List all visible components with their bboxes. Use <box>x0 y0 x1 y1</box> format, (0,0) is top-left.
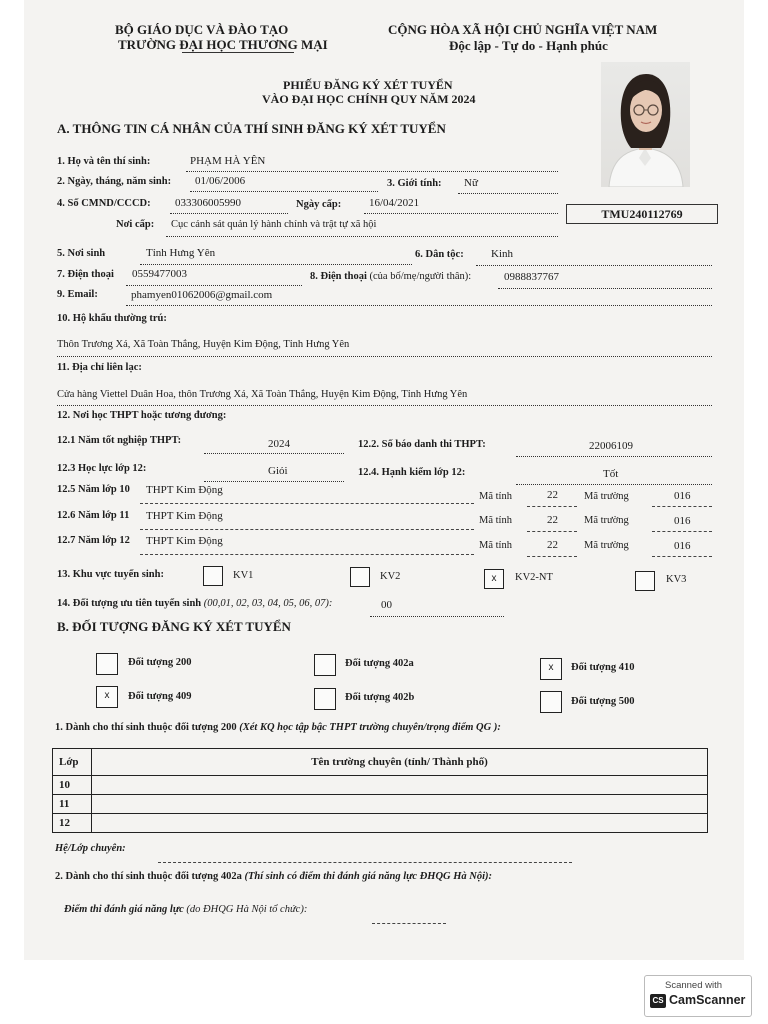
option-409-checkbox[interactable]: x <box>96 686 118 708</box>
grad-year-value: 2024 <box>268 438 290 450</box>
q1-label: 1. Dành cho thí sinh thuộc đối tượng 200 <box>55 722 237 733</box>
ethnic-value: Kinh <box>491 248 513 260</box>
option-402a-label: Đối tượng 402a <box>345 658 414 669</box>
residence-value: Thôn Trương Xá, Xã Toàn Thắng, Huyện Kim Động, Tỉnh Hưng Yên <box>57 339 350 350</box>
table-row-school[interactable] <box>92 795 708 814</box>
phone-label: 7. Điện thoại <box>57 269 114 280</box>
table-row-class: 11 <box>53 795 92 814</box>
year-school-line <box>140 554 474 555</box>
exam-no-line <box>516 456 712 457</box>
school-code-line <box>652 556 712 557</box>
gender-label: 3. Giới tính: <box>387 178 442 189</box>
residence-line <box>57 356 712 357</box>
year-school: THPT Kim Động <box>146 484 223 496</box>
section-b-title: B. ĐỐI TƯỢNG ĐĂNG KÝ XÉT TUYỂN <box>57 619 291 634</box>
birthplace-value: Tỉnh Hưng Yên <box>146 247 216 259</box>
school-label: 12. Nơi học THPT hoặc tương đương: <box>57 410 227 421</box>
form-title: PHIẾU ĐĂNG KÝ XÉT TUYỂN <box>283 78 453 92</box>
q2-score-line <box>372 923 446 924</box>
area-kv3-checkbox[interactable] <box>635 571 655 591</box>
contact-line <box>57 405 712 406</box>
province-line <box>527 506 577 507</box>
table-head-school: Tên trường chuyên (tỉnh/ Thành phố) <box>92 749 708 776</box>
option-200-checkbox[interactable] <box>96 653 118 675</box>
year-label: 12.7 Năm lớp 12 <box>57 535 130 546</box>
residence-label: 10. Hộ khẩu thường trú: <box>57 313 167 324</box>
birthplace-line <box>140 264 412 265</box>
exam-no-label: 12.2. Số báo danh thi THPT: <box>358 439 486 450</box>
province-line <box>527 556 577 557</box>
year-label: 12.6 Năm lớp 11 <box>57 510 130 521</box>
table-row <box>53 814 708 833</box>
id-label: 4. Số CMND/CCCD: <box>57 198 151 209</box>
conduct-value: Tốt <box>603 468 619 480</box>
year-label: 12.5 Năm lớp 10 <box>57 484 130 495</box>
province-label: Mã tỉnh <box>479 491 512 502</box>
issue-date-value: 16/04/2021 <box>369 197 420 209</box>
parent-phone-label-group <box>310 271 471 282</box>
grad-year-line <box>204 453 344 454</box>
school-code-value: 016 <box>674 515 691 527</box>
year-school-line <box>140 529 474 530</box>
exam-no-value: 22006109 <box>589 440 633 452</box>
table-row <box>53 776 708 795</box>
q1-heading <box>55 722 501 733</box>
contact-label: 11. Địa chỉ liên lạc: <box>57 362 142 373</box>
university-name: TRƯỜNG ĐẠI HỌC THƯƠNG MẠI <box>118 37 328 52</box>
area-kv2nt-checkbox[interactable]: x <box>484 569 504 589</box>
area-kv2-label: KV2 <box>380 571 401 582</box>
option-500-checkbox[interactable] <box>540 691 562 713</box>
ministry-name: BỘ GIÁO DỤC VÀ ĐÀO TẠO <box>115 22 289 37</box>
school-code-value: 016 <box>674 490 691 502</box>
table-row-school[interactable] <box>92 814 708 833</box>
birthplace-label: 5. Nơi sinh <box>57 248 106 259</box>
contact-value: Cửa hàng Viettel Duân Hoa, thôn Trương Xá, Xã Toàn Thắng, Huyện Kim Động, Tỉnh Hưng Yên <box>57 389 468 400</box>
applicant-photo <box>601 62 690 187</box>
table-header-row <box>53 749 708 776</box>
area-kv1-checkbox[interactable] <box>203 566 223 586</box>
school-code-line <box>652 531 712 532</box>
area-kv2-checkbox[interactable] <box>350 567 370 587</box>
q2-heading <box>55 871 492 882</box>
table-row <box>53 795 708 814</box>
q2-score-note: (do ĐHQG Hà Nội tổ chức): <box>186 904 308 915</box>
conduct-label: 12.4. Hạnh kiểm lớp 12: <box>358 467 466 478</box>
camscanner-badge <box>644 975 752 1017</box>
priority-value: 00 <box>381 599 392 611</box>
section-a-title: A. THÔNG TIN CÁ NHÂN CỦA THÍ SINH ĐĂNG KÝ XÉT TUYỂN <box>57 121 446 136</box>
year-school-line <box>140 503 474 504</box>
parent-phone-value: 0988837767 <box>504 271 559 283</box>
scanner-line1: Scanned with <box>665 980 723 991</box>
priority-label-group <box>57 598 332 609</box>
province-label: Mã tỉnh <box>479 515 512 526</box>
option-402b-checkbox[interactable] <box>314 688 336 710</box>
republic-name: CỘNG HÒA XÃ HỘI CHỦ NGHĨA VIỆT NAM <box>388 22 658 37</box>
q2-score-heading <box>64 904 307 915</box>
name-value: PHẠM HÀ YÊN <box>190 155 266 167</box>
option-500-label: Đối tượng 500 <box>571 696 635 707</box>
specialized-school-table <box>52 748 708 833</box>
ethnic-label: 6. Dân tộc: <box>415 249 464 260</box>
area-kv2nt-label: KV2-NT <box>515 572 553 583</box>
academic-line <box>204 481 344 482</box>
issue-place-value: Cục cảnh sát quản lý hành chính và trật tự xã hội <box>171 219 377 230</box>
priority-note: (00,01, 02, 03, 04, 05, 06, 07): <box>203 598 333 609</box>
table-head-class: Lớp <box>53 749 92 776</box>
option-410-label: Đối tượng 410 <box>571 662 635 673</box>
table-row-school[interactable] <box>92 776 708 795</box>
option-402b-label: Đối tượng 402b <box>345 692 415 703</box>
province-value: 22 <box>547 514 558 526</box>
phone-value: 0559477003 <box>132 268 187 280</box>
phone-line <box>126 285 302 286</box>
academic-label: 12.3 Học lực lớp 12: <box>57 463 147 474</box>
area-kv3-label: KV3 <box>666 574 687 585</box>
school-code-label: Mã trường <box>584 515 629 526</box>
scanner-brand: CamScanner <box>669 993 746 1007</box>
q2-score-label: Điểm thi đánh giá năng lực <box>64 904 184 915</box>
header-underline <box>182 52 294 53</box>
issue-place-label: Nơi cấp: <box>116 219 155 230</box>
table-row-class: 10 <box>53 776 92 795</box>
issue-date-line <box>364 213 558 214</box>
school-code-label: Mã trường <box>584 540 629 551</box>
province-value: 22 <box>547 489 558 501</box>
province-value: 22 <box>547 539 558 551</box>
priority-line <box>370 616 504 617</box>
specialized-label: Hệ/Lớp chuyên: <box>55 843 126 854</box>
option-402a-checkbox[interactable] <box>314 654 336 676</box>
q1-note: (Xét KQ học tập bậc THPT trường chuyên/trọng điểm QG ): <box>239 722 501 733</box>
email-label: 9. Email: <box>57 289 98 300</box>
id-line <box>170 213 288 214</box>
school-code-line <box>652 506 712 507</box>
gender-value: Nữ <box>464 177 478 189</box>
school-code-value: 016 <box>674 540 691 552</box>
motto: Độc lập - Tự do - Hạnh phúc <box>449 38 608 53</box>
year-school: THPT Kim Động <box>146 510 223 522</box>
applicant-code-box: TMU240112769 <box>566 204 718 224</box>
academic-value: Giỏi <box>268 465 288 477</box>
q2-note: (Thí sinh có điểm thi đánh giá năng lực ĐHQG Hà Nội): <box>244 871 493 882</box>
ethnic-line <box>476 265 712 266</box>
issue-date-label: Ngày cấp: <box>296 199 342 210</box>
option-409-label: Đối tượng 409 <box>128 691 192 702</box>
q2-label: 2. Dành cho thí sinh thuộc đối tượng 402a <box>55 871 242 882</box>
dob-label: 2. Ngày, tháng, năm sinh: <box>57 176 172 187</box>
area-kv1-label: KV1 <box>233 570 254 581</box>
portrait-image <box>601 62 690 187</box>
province-line <box>527 531 577 532</box>
table-row-class: 12 <box>53 814 92 833</box>
priority-label: 14. Đối tượng ưu tiên tuyển sinh <box>57 598 202 609</box>
school-code-label: Mã trường <box>584 491 629 502</box>
year-school: THPT Kim Động <box>146 535 223 547</box>
option-410-checkbox[interactable]: x <box>540 658 562 680</box>
form-subtitle: VÀO ĐẠI HỌC CHÍNH QUY NĂM 2024 <box>262 92 476 106</box>
parent-phone-label: 8. Điện thoại <box>310 271 367 282</box>
dob-value: 01/06/2006 <box>195 175 246 187</box>
name-line <box>186 171 558 172</box>
name-label: 1. Họ và tên thí sinh: <box>57 156 151 167</box>
dob-line <box>190 191 378 192</box>
conduct-line <box>516 484 712 485</box>
id-value: 033306005990 <box>175 197 241 209</box>
option-200-label: Đối tượng 200 <box>128 657 192 668</box>
specialized-line <box>158 862 572 863</box>
issue-place-line <box>166 236 558 237</box>
province-label: Mã tỉnh <box>479 540 512 551</box>
camscanner-logo-icon: CS <box>650 994 666 1008</box>
grad-year-label: 12.1 Năm tốt nghiệp THPT: <box>57 435 182 446</box>
parent-phone-line <box>498 288 712 289</box>
gender-line <box>458 193 558 194</box>
email-value: phamyen01062006@gmail.com <box>131 289 273 301</box>
area-label: 13. Khu vực tuyển sinh: <box>57 569 164 580</box>
parent-phone-note: (của bố/mẹ/người thân): <box>369 271 472 282</box>
email-line <box>126 305 712 306</box>
